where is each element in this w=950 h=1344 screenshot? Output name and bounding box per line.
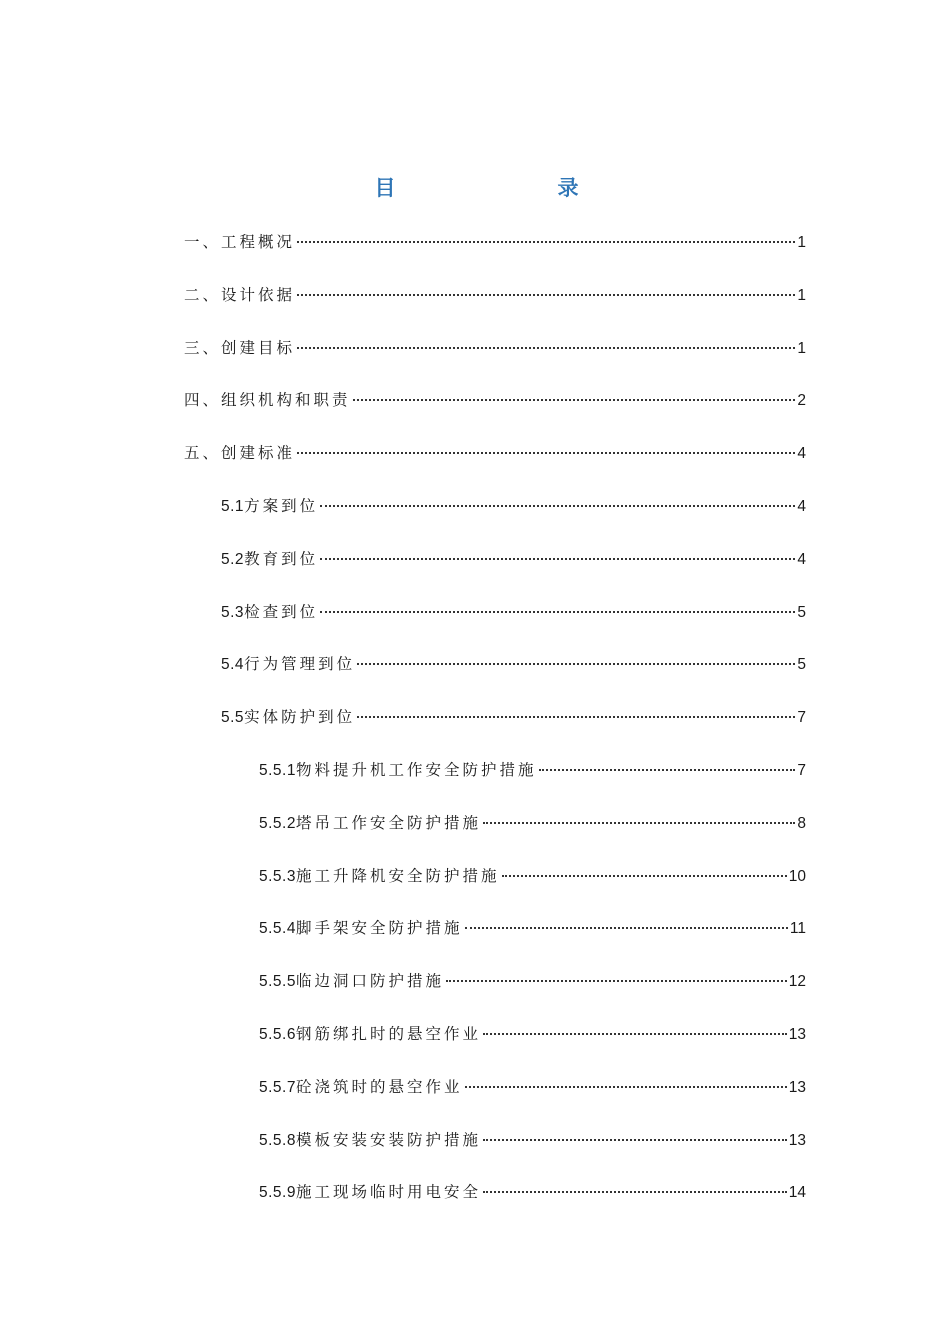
toc-entry-page-number: 13 bbox=[788, 1026, 806, 1043]
toc-dot-leader bbox=[446, 980, 787, 982]
toc-entry-number: 5.5.4 bbox=[259, 920, 296, 938]
toc-entry-text: 模板安装安装防护措施 bbox=[295, 1130, 481, 1149]
toc-entry-number: 5.5.5 bbox=[259, 973, 296, 991]
toc-entry[interactable] bbox=[184, 389, 806, 411]
toc-entry-text: 施工升降机安全防护措施 bbox=[295, 866, 500, 885]
toc-entry-number: 5.5.3 bbox=[259, 867, 296, 885]
toc-entry-number: 5.5.2 bbox=[259, 814, 296, 832]
toc-dot-leader bbox=[320, 558, 795, 560]
toc-dot-leader bbox=[297, 347, 795, 349]
toc-entry-text: 实体防护到位 bbox=[244, 708, 356, 727]
toc-dot-leader bbox=[297, 294, 795, 296]
toc-entry-page-number: 14 bbox=[788, 1184, 806, 1202]
toc-dot-leader bbox=[483, 822, 795, 824]
toc-entry-number: 5.4 bbox=[221, 656, 245, 674]
toc-dot-leader bbox=[297, 452, 795, 454]
toc-entry-number: 5.5 bbox=[221, 709, 245, 727]
toc-entry-text: 塔吊工作安全防护措施 bbox=[295, 813, 481, 832]
toc-entry-text: 砼浇筑时的悬空作业 bbox=[295, 1077, 463, 1096]
toc-entry[interactable] bbox=[221, 548, 806, 570]
toc-entry-page-number: 5 bbox=[797, 656, 806, 674]
toc-entry-page-number: 7 bbox=[797, 709, 806, 727]
toc-entry-text: 四、组织机构和职责 bbox=[184, 391, 351, 410]
toc-dot-leader bbox=[357, 663, 795, 665]
toc-entry[interactable] bbox=[259, 917, 806, 939]
toc-entry-page-number: 1 bbox=[797, 339, 806, 357]
toc-entry[interactable] bbox=[259, 1181, 806, 1203]
toc-dot-leader bbox=[353, 399, 796, 401]
toc-dot-leader bbox=[465, 1086, 787, 1088]
toc-dot-leader bbox=[483, 1139, 787, 1141]
toc-dot-leader bbox=[465, 927, 788, 929]
toc-entry-text: 教育到位 bbox=[244, 549, 319, 568]
toc-entry[interactable] bbox=[221, 601, 806, 623]
toc-entry-page-number: 7 bbox=[797, 762, 806, 779]
toc-dot-leader bbox=[483, 1033, 787, 1035]
toc-dot-leader bbox=[357, 716, 795, 718]
toc-entry-number: 5.3 bbox=[221, 603, 245, 621]
toc-entry-number: 5.5.1 bbox=[259, 762, 296, 779]
toc-dot-leader bbox=[297, 241, 795, 243]
toc-entry-text: 一、工程概况 bbox=[184, 233, 296, 251]
toc-entry-page-number: 2 bbox=[797, 392, 806, 410]
toc-entry[interactable] bbox=[259, 970, 806, 992]
toc-entry-number: 5.5.6 bbox=[259, 1026, 296, 1043]
toc-entry-page-number: 1 bbox=[797, 286, 806, 304]
toc-entry-page-number: 4 bbox=[797, 550, 806, 568]
toc-dot-leader bbox=[483, 1191, 787, 1193]
toc-entry-number: 5.1 bbox=[221, 498, 245, 515]
toc-entry-number: 5.5.8 bbox=[259, 1131, 296, 1149]
toc-entry-page-number: 13 bbox=[788, 1131, 806, 1149]
toc-entry[interactable] bbox=[184, 442, 806, 464]
toc-entry-page-number: 10 bbox=[788, 867, 806, 885]
toc-entry[interactable] bbox=[184, 284, 806, 306]
toc-entry-text: 三、创建目标 bbox=[184, 338, 296, 357]
toc-dot-leader bbox=[320, 611, 795, 613]
toc-entry-page-number: 1 bbox=[797, 234, 806, 251]
toc-entry-page-number: 13 bbox=[788, 1078, 806, 1096]
toc-entry-text: 二、设计依据 bbox=[184, 285, 296, 304]
toc-dot-leader bbox=[502, 875, 787, 877]
toc-entry-text: 施工现场临时用电安全 bbox=[295, 1183, 481, 1202]
toc-entry[interactable] bbox=[259, 1129, 806, 1151]
toc-entry-text: 临边洞口防护措施 bbox=[295, 972, 444, 991]
toc-entry-page-number: 8 bbox=[797, 814, 806, 832]
toc-entry-number: 5.2 bbox=[221, 550, 245, 568]
toc-entry-page-number: 12 bbox=[788, 973, 806, 991]
toc-dot-leader bbox=[539, 769, 796, 771]
toc-title: 目 录 bbox=[374, 176, 619, 200]
toc-entry-page-number: 11 bbox=[789, 920, 806, 938]
toc-entry-text: 物料提升机工作安全防护措施 bbox=[295, 761, 537, 779]
toc-entry-text: 方案到位 bbox=[244, 497, 319, 515]
toc-entry-text: 行为管理到位 bbox=[244, 655, 356, 674]
toc-entry-text: 钢筋绑扎时的悬空作业 bbox=[295, 1025, 481, 1043]
toc-entry-page-number: 4 bbox=[797, 445, 806, 463]
toc-entry[interactable] bbox=[221, 495, 806, 517]
toc-entry[interactable] bbox=[221, 653, 806, 675]
toc-entry[interactable] bbox=[184, 337, 806, 359]
toc-entry-number: 5.5.7 bbox=[259, 1078, 296, 1096]
toc-entry[interactable] bbox=[221, 706, 806, 728]
toc-entry-text: 五、创建标准 bbox=[184, 444, 296, 463]
toc-entry-page-number: 5 bbox=[797, 603, 806, 621]
toc-entry[interactable] bbox=[259, 1023, 806, 1045]
toc-entry[interactable] bbox=[259, 759, 806, 781]
toc-entry-text: 脚手架安全防护措施 bbox=[295, 919, 463, 938]
toc-entry[interactable] bbox=[259, 865, 806, 887]
toc-entry[interactable] bbox=[259, 1076, 806, 1098]
toc-entry-page-number: 4 bbox=[797, 498, 806, 515]
toc-entry-number: 5.5.9 bbox=[259, 1184, 296, 1202]
toc-dot-leader bbox=[320, 505, 795, 507]
toc-entry[interactable] bbox=[184, 231, 806, 253]
toc-entry-text: 检查到位 bbox=[244, 602, 319, 621]
toc-entry[interactable] bbox=[259, 812, 806, 834]
